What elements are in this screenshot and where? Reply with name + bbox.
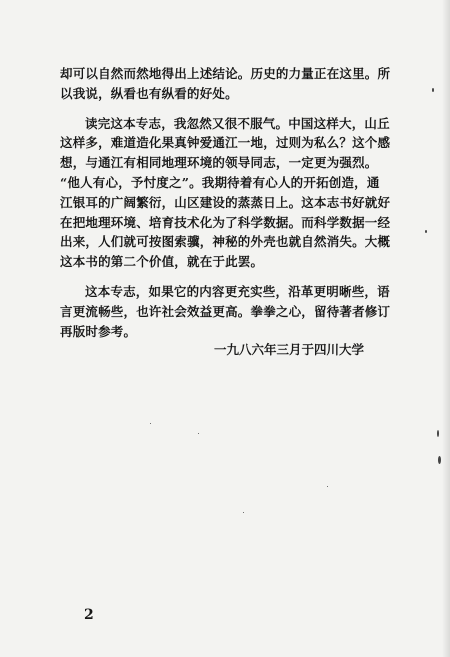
scan-speck <box>438 456 441 464</box>
text-line: 这本书的第二个价值，就在于此罢。 <box>60 254 264 270</box>
scan-speck <box>437 430 439 437</box>
text-line: 以我说，纵看也有纵看的好处。 <box>60 85 238 101</box>
text-line: 这样多，难道造化果真钟爱通江一地，过则为私么？这个感 <box>60 135 391 151</box>
scan-speck <box>432 88 434 92</box>
text-line: “他人有心，予忖度之”。我期待着有心人的开拓创造，通 <box>60 174 380 190</box>
signature-line: 一九八六年三月于四川大学 <box>214 342 365 357</box>
text-line: 再版时参考。 <box>60 323 137 339</box>
scan-speck <box>425 230 427 233</box>
text-line: 在把地理环境、培育技术化为了科学数据。而科学数据一经 <box>60 214 391 230</box>
text-line: 出来，人们就可按图索骥，神秘的外壳也就自然消失。大概 <box>60 234 391 250</box>
scan-edge-shadow <box>442 0 450 657</box>
text-line: 言更流畅些，也许社会效益更高。拳拳之心，留待著者修订 <box>60 303 391 319</box>
paragraph-start: 读完这本专志，我忽然又很不服气。中国这样大，山丘 <box>85 115 390 131</box>
scan-speck <box>243 512 244 513</box>
scan-speck <box>198 433 199 434</box>
text-line: 却可以自然而然地得出上述结论。历史的力量正在这里。所 <box>60 66 391 81</box>
scan-speck <box>327 486 328 487</box>
text-line: 想，与通江有相同地理环境的领导同志，一定更为强烈。 <box>60 155 378 171</box>
scan-speck <box>150 423 151 424</box>
page-number: 2 <box>84 607 94 623</box>
body-text <box>60 64 396 341</box>
paragraph-start: 这本专志，如果它的内容更充实些，沿革更明晰些，语 <box>85 283 390 299</box>
text-line: 江银耳的广阔繁衍，山区建设的蒸蒸日上。这本志书好就好 <box>60 194 391 210</box>
